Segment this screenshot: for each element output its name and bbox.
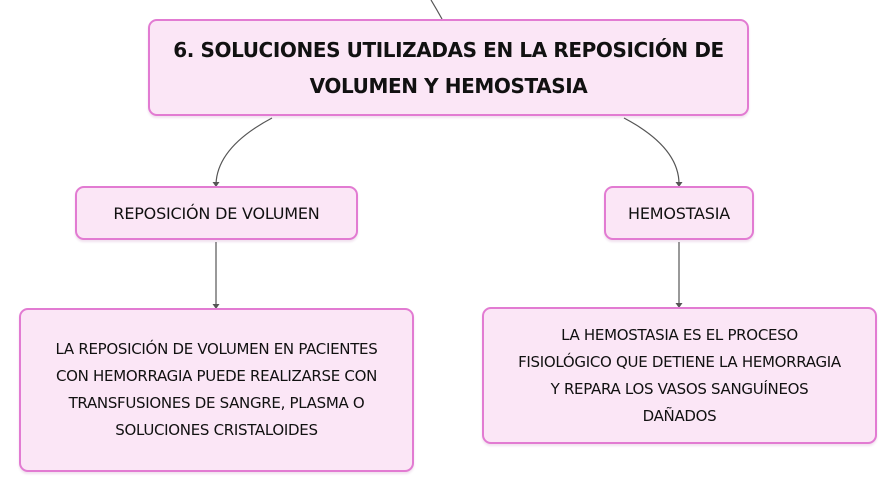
detail-text-hemostasia: LA HEMOSTASIA ES EL PROCESO FISIOLÓGICO QUE DETIENE LA HEMORRAGIA Y REPARA LOS VASOS SANGUÍNEOS DAÑADOS	[518, 325, 841, 425]
detail-node-hemostasia[interactable]	[482, 307, 877, 444]
root-topic-node[interactable]	[148, 19, 749, 116]
connector-root-to-reposicion	[216, 118, 272, 184]
parent-connector	[431, 0, 442, 19]
branch-label-reposicion-de-volumen: REPOSICIÓN DE VOLUMEN	[113, 203, 320, 223]
detail-node-reposicion-de-volumen[interactable]	[19, 308, 414, 472]
detail-text-reposicion-de-volumen: LA REPOSICIÓN DE VOLUMEN EN PACIENTES CON HEMORRAGIA PUEDE REALIZARSE CON TRANSFUSIONES DE SANGRE, PLASMA O SOLUCIONES CRISTALOIDES	[55, 340, 378, 439]
connector-root-to-hemostasia	[624, 118, 679, 184]
root-topic-title: 6. SOLUCIONES UTILIZADAS EN LA REPOSICIÓN DE VOLUMEN Y HEMOSTASIA	[173, 37, 724, 98]
branch-node-reposicion-de-volumen[interactable]	[75, 186, 358, 240]
branch-node-hemostasia[interactable]	[604, 186, 754, 240]
branch-label-hemostasia: HEMOSTASIA	[628, 203, 730, 223]
